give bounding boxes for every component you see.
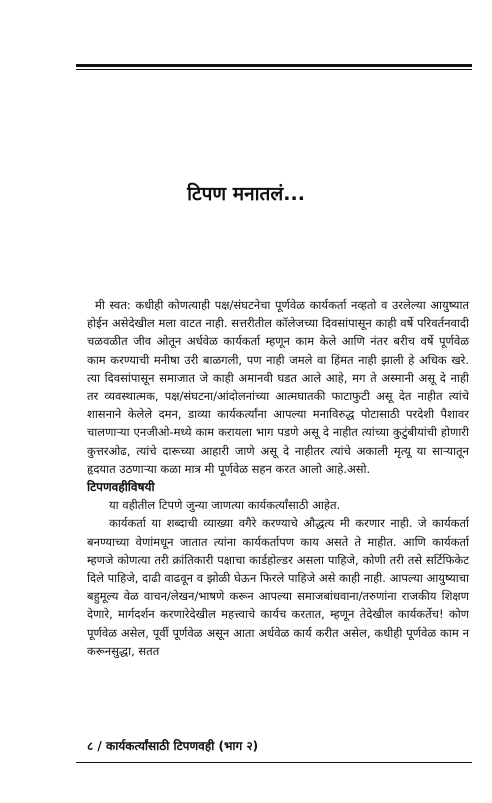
body-text [87, 296, 469, 660]
paragraph-3: कार्यकर्ता या शब्दाची व्याख्या वगैरे करण्याचे औद्धत्य मी करणार नाही. जे कार्यकर्ता बनण्याच्या वेणांमधून जातात त्यांना कार्यकर्तापण काय असते ते माहीत. आणि कार्यकर्ता म्हणजे कोणत्या तरी क्रांतिकारी पक्षाचा कार्डहोल्डर असला पाहिजे, कोणी तरी तसे सर्टिफिकेट दिले पाहिजे, दाढी वाढवून व झोळी घेऊन फिरले पाहिजे असे काही नाही. आपल्या आयुष्याचा बहुमूल्य वेळ वाचन/लेखन/भाषणे करून आपल्या समाजबांधवाना/तरुणांना राजकीय शिक्षण देणारे, मार्गदर्शन करणारेदेखील महत्त्वाचे कार्यच करतात, म्हणून तेदेखील कार्यकर्तेच! कोण पूर्णवेळ असेल, पूर्वी पूर्णवेळ असून आता अर्धवेळ कार्य करीत असेल, कधीही पूर्णवेळ काम न करूनसुद्धा, सतत [87, 516, 469, 658]
footer-rule [76, 762, 472, 763]
paragraph-2: या वहीतील टिपणे जुन्या जाणत्या कार्यकर्त्यांसाठी आहेत. [109, 498, 341, 513]
page-footer: ८ / कार्यकर्त्यांसाठी टिपणवही (भाग २) [87, 739, 259, 753]
chapter-title: टिपण मनातलं... [187, 183, 305, 205]
header-rule [76, 64, 472, 70]
section-subheading: टिपणवहीविषयी [87, 480, 155, 495]
paragraph-1: मी स्वत: कधीही कोणत्याही पक्ष/संघटनेचा पूर्णवेळ कार्यकर्ता नव्हतो व उरलेल्या आयुष्यात होईन असेदेखील मला वाटत नाही. सत्तरीतील कॉलेजच्या दिवसांपासून काही वर्षे परिवर्तनवादी चळवळीत जीव ओतून अर्धवेळ कार्यकर्ता म्हणून काम केले आणि नंतर बरीच वर्षे पूर्णवेळ काम करण्याची मनीषा उरी बाळगली, पण नाही जमले वा हिंमत नाही झाली हे अधिक खरे. त्या दिवसांपासून समाजात जे काही अमानवी घडत आले आहे, मग ते अस्मानी असू दे नाही तर व्यवस्थात्मक, पक्ष/संघटना/आंदोलनांच्या आत्मघातकी फाटाफुटी असू देत नाहीत त्यांचे शासनाने केलेले दमन, डाव्या कार्यकर्त्यांना आपल्या मनाविरुद्ध पोटासाठी परदेशी पैशावर चालणाऱ्या एनजीओ-मध्ये काम करायला भाग पडणे असू दे नाहीत त्यांच्या कुटुंबीयांची होणारी कुत्तरओढ, त्यांचे दारूच्या आहारी जाणे असू दे नाहीतर त्यांचे अकाली मृत्यू या साऱ्यातून हृदयात उठणाऱ्या कळा मात्र मी पूर्णवेळ सहन करत आलो आहे.असो. [87, 298, 469, 476]
